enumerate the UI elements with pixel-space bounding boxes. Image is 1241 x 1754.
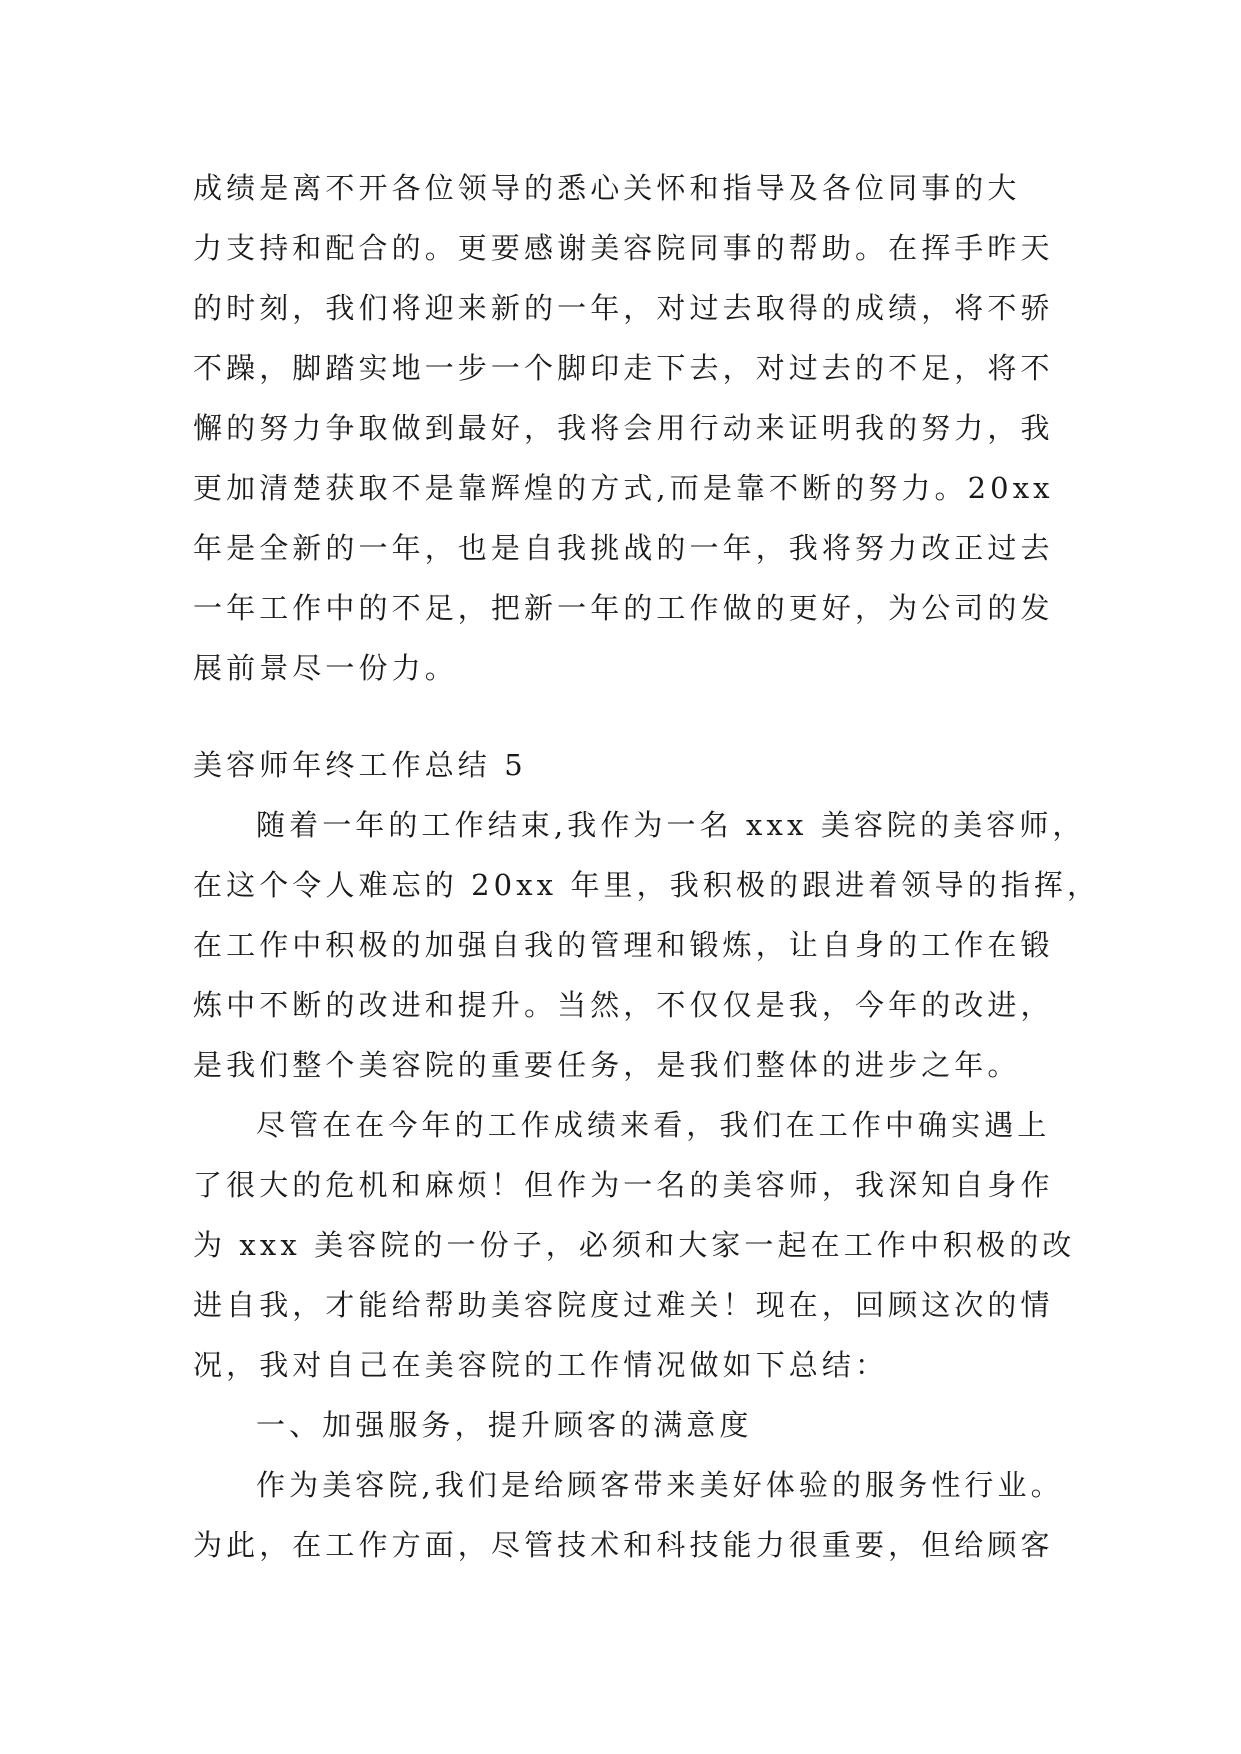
paragraph-4-line-1: 作为美容院,我们是给顾客带来美好体验的服务性行业。	[256, 1468, 1064, 1502]
paragraph-3-line-2: 了很大的危机和麻烦！但作为一名的美容师，我深知自身作	[193, 1168, 1054, 1202]
paragraph-1-line-6: 更加清楚获取不是靠辉煌的方式,而是靠不断的努力。20xx	[193, 471, 1054, 505]
paragraph-1-line-9: 展前景尽一份力。	[193, 651, 458, 685]
paragraph-2-line-4: 炼中不断的改进和提升。当然，不仅仅是我，今年的改进，	[193, 988, 1054, 1022]
paragraph-1-line-2: 力支持和配合的。更要感谢美容院同事的帮助。在挥手昨天	[193, 231, 1054, 265]
paragraph-3-line-3: 为 xxx 美容院的一份子，必须和大家一起在工作中积极的改	[193, 1228, 1076, 1262]
paragraph-1-line-5: 懈的努力争取做到最好，我将会用行动来证明我的努力，我	[193, 411, 1054, 445]
paragraph-1-line-7: 年是全新的一年，也是自我挑战的一年，我将努力改正过去	[193, 531, 1054, 565]
paragraph-3-line-5: 况，我对自己在美容院的工作情况做如下总结：	[193, 1348, 889, 1382]
paragraph-3-line-1: 尽管在在今年的工作成绩来看，我们在工作中确实遇上	[256, 1108, 1051, 1142]
paragraph-1-line-3: 的时刻，我们将迎来新的一年，对过去取得的成绩，将不骄	[193, 291, 1054, 325]
paragraph-2-line-3: 在工作中积极的加强自我的管理和锻炼，让自身的工作在锻	[193, 928, 1054, 962]
paragraph-3-line-4: 进自我，才能给帮助美容院度过难关！现在，回顾这次的情	[193, 1288, 1054, 1322]
section-title: 美容师年终工作总结 5	[193, 748, 527, 782]
paragraph-2-line-1: 随着一年的工作结束,我作为一名 xxx 美容院的美容师，	[256, 808, 1086, 842]
paragraph-2-line-2: 在这个令人难忘的 20xx 年里，我积极的跟进着领导的指挥，	[193, 868, 1101, 902]
paragraph-4-line-2: 为此，在工作方面，尽管技术和科技能力很重要，但给顾客	[193, 1528, 1054, 1562]
paragraph-1-line-8: 一年工作中的不足，把新一年的工作做的更好，为公司的发	[193, 591, 1054, 625]
paragraph-1-line-1: 成绩是离不开各位领导的悉心关怀和指导及各位同事的大	[193, 171, 1021, 205]
paragraph-2-line-5: 是我们整个美容院的重要任务，是我们整体的进步之年。	[193, 1048, 1021, 1082]
paragraph-1-line-4: 不躁，脚踏实地一步一个脚印走下去，对过去的不足，将不	[193, 351, 1054, 385]
subheading-1: 一、加强服务，提升顾客的满意度	[256, 1408, 753, 1442]
